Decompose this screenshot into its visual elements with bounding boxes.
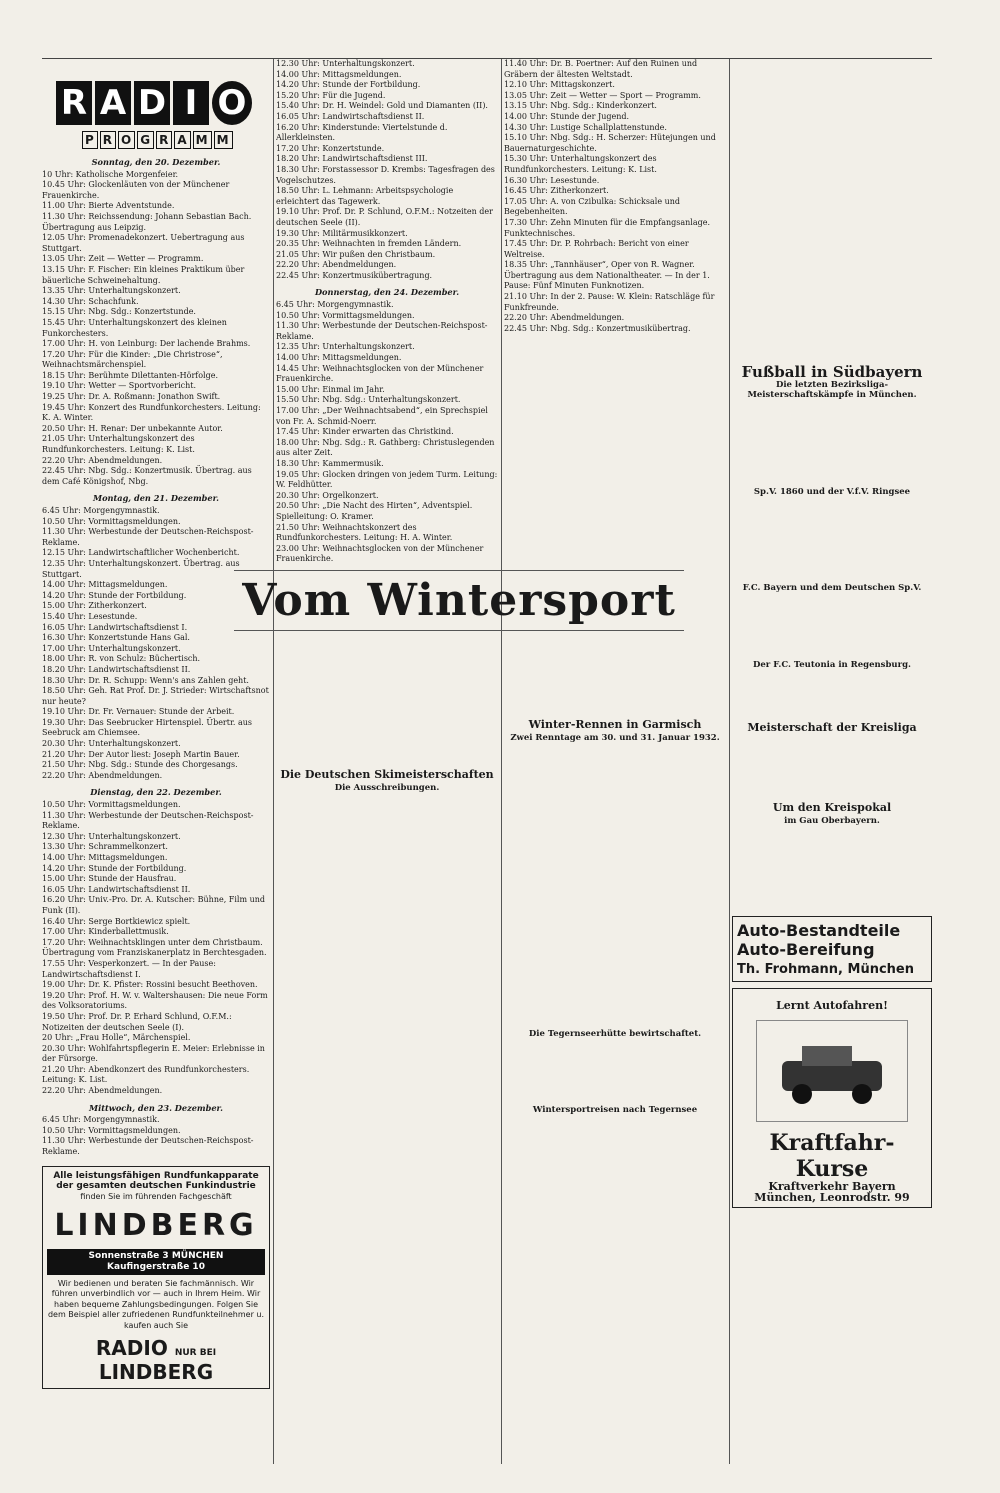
garmisch-title: Winter-Rennen in Garmisch [528,718,702,731]
program-item: 18.30 Uhr: Dr. R. Schupp: Wenn's ans Zahlen geht. [42,675,249,685]
program-days [42,157,270,1158]
ad-address: München, Leonrodstr. 99 [754,1190,910,1204]
program-item: 15.40 Uhr: Lesestunde. [42,611,138,621]
program-item: 19.00 Uhr: Dr. K. Pfister: Rossini besucht Beethoven. [42,980,258,990]
program-item: 13.30 Uhr: Schrammelkonzert. [42,842,168,852]
program-item: 17.00 Uhr: „Der Weihnachtsabend“, ein Sprechspiel von Fr. A. Schmid-Noerr. [276,406,488,426]
program-item: 13.15 Uhr: Nbg. Sdg.: Kinderkonzert. [504,101,657,111]
football-title: Fußball in Südbayern [741,363,923,381]
program-item: 15.00 Uhr: Zitherkonzert. [42,601,147,611]
ad-school: Kraftverkehr Bayern [768,1179,896,1193]
program-item: 13.05 Uhr: Zeit — Wetter — Programm. [42,254,204,264]
program-item: 18.00 Uhr: Nbg. Sdg.: R. Gathberg: Christuslegenden aus alter Zeit. [276,437,495,458]
sports-column [732,59,932,1208]
radio-program-column [42,59,270,1389]
program-item: 11.30 Uhr: Werbestunde der Deutschen-Reichspost-Reklame. [42,1136,254,1157]
program-item: 14.20 Uhr: Stunde der Fortbildung. [276,80,421,90]
program-item: 18.50 Uhr: Geh. Rat Prof. Dr. J. Strieder: Wirtschaftsnot nur heute? [42,686,269,706]
program-item: 17.00 Uhr: Kinderballettmusik. [42,927,169,937]
text-block [732,735,932,795]
radio-program-column-3 [504,59,726,564]
day-heading: Donnerstag, den 24. Dezember. [314,287,460,298]
text-block [732,830,932,910]
program-item: 12.10 Uhr: Mittagskonzert. [504,80,615,90]
slogan-part: NUR BEI [174,1347,217,1358]
program-item: 19.05 Uhr: Glocken dringen von jedem Turm. Leitung: W. Feldhütter. [276,469,498,490]
program-item: 14.00 Uhr: Mittagsmeldungen. [42,853,168,862]
text-block [276,700,498,760]
text-block [732,405,932,485]
program-item: 16.40 Uhr: Serge Bortkiewicz spielt. [42,916,191,926]
program-item: 11.00 Uhr: Bierte Adventstunde. [42,201,175,211]
program-item: 18.15 Uhr: Berühmte Dilettanten-Hörfolge. [42,370,218,380]
text-block [732,675,932,715]
logo-sub-letter: M [193,131,212,149]
garmisch-subtitle: Zwei Renntage am 30. und 31. Januar 1932. [510,733,720,743]
ad-big: Kraftfahr-Kurse [769,1129,895,1182]
program-item: 15.15 Uhr: Nbg. Sdg.: Konzertstunde. [42,307,196,317]
ad-subline: finden Sie im führenden Fachgeschäft [80,1191,232,1201]
day-heading: Mittwoch, den 23. Dezember. [89,1102,223,1113]
text-block [732,59,932,359]
program-item: 17.20 Uhr: Weihnachtsklingen unter dem Christbaum. Übertragung vom Franziskanerplatz in Berchtesgaden. [42,937,267,958]
program-item: 10 Uhr: Katholische Morgenfeier. [42,169,179,179]
program-item: 17.20 Uhr: Konzertstunde. [276,143,385,153]
program-item: 20.30 Uhr: Orgelkonzert. [276,490,379,500]
slogan-part: LINDBERG [98,1359,214,1384]
program-item: 22.20 Uhr: Abendmeldungen. [42,1086,163,1096]
program-item: 20.35 Uhr: Weihnachten in fremden Ländern. [276,239,462,249]
program-item: 16.05 Uhr: Landwirtschaftsdienst II. [276,111,425,121]
ad-headline: Alle leistungsfähigen Rundfunkapparate der gesamten deutschen Funkindustrie [53,1170,259,1192]
logo-sub-letter: O [118,131,135,149]
program-item: 11.30 Uhr: Werbestunde der Deutschen-Reichspost-Reklame. [42,527,254,547]
program-item: 15.00 Uhr: Stunde der Hausfrau. [42,874,177,884]
program-item: 21.50 Uhr: Nbg. Sdg.: Stunde des Chorgesangs. [42,760,238,770]
program-item: 16.30 Uhr: Lesestunde. [504,175,600,185]
logo-letter: A [95,81,131,125]
program-item: 19.25 Uhr: Dr. A. Roßmann: Jonathon Swift. [42,392,221,402]
program-item: 12.30 Uhr: Unterhaltungskonzert. [42,831,181,841]
program-item: 14.30 Uhr: Lustige Schallplattenstunde. [504,122,667,132]
program-item: 15.10 Uhr: Nbg. Sdg.: H. Scherzer: Hütejungen und Bauernaturgeschichte. [504,133,716,153]
program-item: 17.00 Uhr: H. von Leinburg: Der lachende Brahms. [42,339,251,349]
program-item: 17.45 Uhr: Dr. P. Rohrbach: Bericht von einer Weltreise. [504,239,689,259]
column-divider [729,59,730,1464]
program-item: 18.20 Uhr: Landwirtschaftsdienst II. [42,664,191,674]
football-subtitle: Die letzten Bezirksliga-Meisterschaftskämpfe in München. [747,379,917,401]
program-item: 17.20 Uhr: Für die Kinder: „Die Christrose“, Weihnachtsmärchenspiel. [42,349,223,370]
pokal-subtitle: im Gau Oberbayern. [784,815,880,826]
program-item: 17.30 Uhr: Zehn Minuten für die Empfangsanlage. Funktechnisches. [504,217,710,238]
text-block [504,1043,726,1103]
kreisliga-title: Meisterschaft der Kreisliga [747,720,917,734]
logo-sub-letter: R [100,131,116,149]
program-item: 10.50 Uhr: Vormittagsmeldungen. [42,1125,181,1135]
logo-sub-letter: G [137,131,154,149]
match-head: Sp.V. 1860 und der V.f.V. Ringsee [753,486,911,497]
program-item: 18.30 Uhr: Forstassessor D. Krembs: Tagesfragen des Vogelschutzes. [276,164,495,185]
program-item: 10.45 Uhr: Glockenläuten von der Münchener Frauenkirche. [42,180,230,200]
logo-letter: I [173,81,209,125]
program-item: 13.15 Uhr: F. Fischer: Ein kleines Praktikum über bäuerliche Schweinehaltung. [42,264,245,285]
program-item: 13.35 Uhr: Unterhaltungskonzert. [42,286,181,296]
program-item: 14.00 Uhr: Mittagsmeldungen. [42,580,168,590]
program-item: 21.05 Uhr: Unterhaltungskonzert des Rundfunkorchesters. Leitung: K. List. [42,434,195,455]
program-item: 21.10 Uhr: In der 2. Pause: W. Klein: Ratschläge für Funkfreunde. [504,292,715,312]
logo-sub-letter: A [174,131,190,149]
program-item: 18.30 Uhr: Kammermusik. [276,458,384,468]
day-heading: Sonntag, den 20. Dezember. [91,157,221,167]
program-item: 20.50 Uhr: „Die Nacht des Hirten“, Adventspiel. Spielleitung: O. Kramer. [276,501,473,521]
car-icon [772,1036,892,1106]
program-item: 16.20 Uhr: Kinderstunde: Viertelstunde d. Allerkleinsten. [276,122,448,143]
text-block [732,501,932,581]
program-item: 20.30 Uhr: Wohlfahrtspflegerin E. Meier: Erlebnisse in der Fürsorge. [42,1043,265,1064]
program-item: 14.30 Uhr: Schachfunk. [42,296,139,306]
program-item: 15.20 Uhr: Für die Jugend. [276,90,386,100]
ad-title: Auto-Bestandteile [737,921,901,941]
program-item: 21.05 Uhr: Wir pußen den Christbaum. [276,249,436,259]
match-head: Der F.C. Teutonia in Regensburg. [753,659,911,670]
program-item: 21.50 Uhr: Weihnachtskonzert des Rundfunkorchesters. Leitung: H. A. Winter. [276,522,453,543]
program-item: 22.20 Uhr: Abendmeldungen. [42,770,163,780]
winter-left [276,700,498,797]
radio-logo [56,81,270,125]
program-item: 21.20 Uhr: Der Autor liest: Joseph Martin Bauer. [42,749,240,759]
car-illustration [756,1020,908,1122]
program-item: 19.10 Uhr: Wetter — Sportvorbericht. [42,381,197,391]
program-item: 18.00 Uhr: R. von Schulz: Büchertisch. [42,654,201,664]
logo-sub-letter: P [82,131,98,149]
program-item: 16.45 Uhr: Zitherkonzert. [504,186,609,196]
program-item: 16.20 Uhr: Univ.-Pro. Dr. A. Kutscher: Bühne, Film und Funk (II). [42,895,266,915]
program-item: 16.05 Uhr: Landwirtschaftsdienst II. [42,884,191,894]
program-item: 21.20 Uhr: Abendkonzert des Rundfunkorchesters. Leitung: K. List. [42,1064,250,1085]
programm-subtitle [82,131,270,149]
program-item: 15.00 Uhr: Einmal im Jahr. [276,384,385,394]
program-item: 12.35 Uhr: Unterhaltungskonzert. Übertrag. aus Stuttgart. [42,558,240,579]
ad-brand: LINDBERG [54,1208,258,1244]
program-item: 22.45 Uhr: Nbg. Sdg.: Konzertmusikübertrag. [504,323,691,333]
program-list [504,59,726,334]
program-item: 17.05 Uhr: A. von Czibulka: Schicksale und Begebenheiten. [504,196,681,217]
column-divider [501,59,502,1464]
text-block [732,598,932,658]
program-item: 6.45 Uhr: Morgengymnastik. [42,506,160,515]
day-heading: Dienstag, den 22. Dezember. [90,787,222,798]
program-item: 14.20 Uhr: Stunde der Fortbildung. [42,590,187,600]
ad-title: Lernt Autofahren! [776,999,888,1013]
program-item: 17.00 Uhr: Unterhaltungskonzert. [42,643,181,653]
program-item: 14.45 Uhr: Weihnachtsglocken von der Münchener Frauenkirche. [276,363,484,384]
program-item: 19.20 Uhr: Prof. H. W. v. Waltershausen: Die neue Form des Volksoratoriums. [42,990,268,1011]
tegern-title: Die Tegernseerhütte bewirtschaftet. [528,1029,702,1039]
program-item: 12.35 Uhr: Unterhaltungskonzert. [276,342,415,352]
logo-letter: D [134,81,170,125]
program-item: 14.00 Uhr: Stunde der Jugend. [504,111,630,121]
program-item: 13.05 Uhr: Zeit — Wetter — Sport — Programm. [504,90,701,100]
text-block [504,660,726,710]
program-item: 15.40 Uhr: Dr. H. Weindel: Gold und Diamanten (II). [276,101,488,111]
ski-subtitle: Die Ausschreibungen. [334,783,440,793]
match-head: F.C. Bayern und dem Deutschen Sp.V. [742,583,922,594]
program-item: 12.30 Uhr: Unterhaltungskonzert. [276,59,415,68]
radio-program-column-2 [276,59,498,564]
ad-body: Wir bedienen und beraten Sie fachmännisch. Wir führen unverbindlich vor — auch in Ihrem Heim. Wir haben bequeme Zahlungsbedingungen. Folgen Sie dem Beispiel aller zufriedenen Rundfunkteilnehmer u. kaufen auch Sie [47,1278,265,1330]
program-item: 22.45 Uhr: Nbg. Sdg.: Konzertmusik. Übertrag. aus dem Café Königshof, Nbg. [42,466,252,486]
program-item: 16.05 Uhr: Landwirtschaftsdienst I. [42,622,188,632]
program-item: 10.50 Uhr: Vormittagsmeldungen. [276,310,415,320]
program-item: 18.20 Uhr: Landwirtschaftsdienst III. [276,154,428,164]
day-heading: Montag, den 21. Dezember. [93,493,219,504]
program-item: 22.20 Uhr: Abendmeldungen. [504,313,625,323]
kraftfahr-ad [732,988,932,1208]
logo-letter: R [56,81,92,125]
program-item: 17.45 Uhr: Kinder erwarten das Christkind. [276,427,454,437]
program-item: 14.00 Uhr: Mittagsmeldungen. [276,353,402,363]
program-item: 11.30 Uhr: Werbestunde der Deutschen-Reichspost-Reklame. [42,810,254,831]
ad-title: Auto-Bereifung [737,940,875,960]
program-item: 17.55 Uhr: Vesperkonzert. — In der Pause: Landwirtschaftsdienst I. [42,958,216,979]
program-list [276,59,498,281]
program-item: 19.45 Uhr: Konzert des Rundfunkorchesters. Leitung: K. A. Winter. [42,402,261,423]
program-item: 6.45 Uhr: Morgengymnastik. [276,300,394,310]
program-item: 20 Uhr: „Frau Holle“, Märchenspiel. [42,1033,191,1043]
logo-sub-letter: M [214,131,233,149]
program-item: 10.50 Uhr: Vormittagsmeldungen. [42,516,181,526]
tegern2-title: Wintersportreisen nach Tegernsee [532,1105,698,1115]
column-divider [273,59,274,1464]
logo-letter: O [212,81,252,125]
ad-company: Th. Frohmann, München [737,962,915,978]
program-item: 20.30 Uhr: Unterhaltungskonzert. [42,739,181,749]
winter-sport-title: Vom Wintersport [234,570,684,631]
winter-right [504,660,726,1119]
ad-slogan [47,1336,265,1384]
ski-title: Die Deutschen Skimeisterschaften [280,768,494,781]
program-item: 11.40 Uhr: Dr. B. Poertner: Auf den Ruinen und Gräbern der ältesten Weltstadt. [504,59,698,79]
program-item: 19.50 Uhr: Prof. Dr. P. Erhard Schlund, O.F.M.: Notizeiten der deutschen Seele (I). [42,1011,232,1032]
program-item: 18.50 Uhr: L. Lehmann: Arbeitspsychologie erleichtert das Tagewerk. [276,186,454,206]
program-item: 23.00 Uhr: Weihnachtsglocken von der Münchener Frauenkirche. [276,543,484,564]
program-days [276,287,498,564]
program-item: 20.50 Uhr: H. Renar: Der unbekannte Autor. [42,423,223,433]
program-item: 19.10 Uhr: Prof. Dr. P. Schlund, O.F.M.: Notzeiten der deutschen Seele (II). [276,207,493,227]
program-item: 18.35 Uhr: „Tannhäuser“, Oper von R. Wagner. Übertragung aus dem Nationaltheater. — In der 1. Pause: Fünf Minuten Funknotizen. [504,260,710,291]
program-item: 22.20 Uhr: Abendmeldungen. [276,260,397,270]
frohmann-ad [732,916,932,982]
pokal-title: Um den Kreispokal [772,801,892,815]
lindberg-ad [42,1166,270,1389]
program-item: 11.30 Uhr: Werbestunde der Deutschen-Reichspost-Reklame. [276,321,488,341]
program-item: 16.30 Uhr: Konzertstunde Hans Gal. [42,633,190,643]
program-item: 15.50 Uhr: Nbg. Sdg.: Unterhaltungskonzert. [276,395,461,405]
slogan-part: RADIO [95,1335,168,1360]
ad-address: Sonnenstraße 3 MÜNCHEN Kaufingerstraße 10 [47,1249,265,1274]
logo-sub-letter: R [156,131,172,149]
program-item: 11.30 Uhr: Reichssendung: Johann Sebastian Bach. Übertragung aus Leipzig. [42,211,252,232]
program-item: 19.30 Uhr: Militärmusikkonzert. [276,228,408,238]
program-item: 12.15 Uhr: Landwirtschaftlicher Wochenbericht. [42,548,240,558]
program-item: 14.00 Uhr: Mittagsmeldungen. [276,69,402,79]
program-item: 19.30 Uhr: Das Seebrucker Hirtenspiel. Übertr. aus Seebruck am Chiemsee. [42,717,253,738]
program-item: 12.05 Uhr: Promenadekonzert. Uebertragung aus Stuttgart. [42,233,245,253]
program-item: 15.45 Uhr: Unterhaltungskonzert des kleinen Funkorchesters. [42,317,227,338]
program-item: 22.20 Uhr: Abendmeldungen. [42,455,163,465]
program-item: 14.20 Uhr: Stunde der Fortbildung. [42,863,187,873]
program-item: 6.45 Uhr: Morgengymnastik. [42,1115,160,1125]
program-item: 22.45 Uhr: Konzertmusikübertragung. [276,270,433,280]
program-item: 15.30 Uhr: Unterhaltungskonzert des Rundfunkorchesters. Leitung: K. List. [504,154,657,174]
text-block [504,747,726,1027]
program-item: 19.10 Uhr: Dr. Fr. Vernauer: Stunde der Arbeit. [42,707,235,717]
program-item: 10.50 Uhr: Vormittagsmeldungen. [42,800,181,810]
